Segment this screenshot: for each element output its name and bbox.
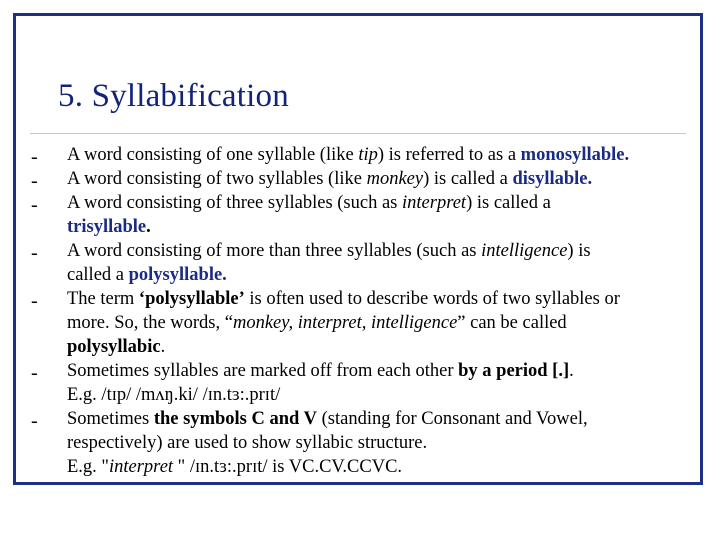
text: (standing for Consonant and Vowel, <box>316 409 588 429</box>
body-line <box>67 191 551 215</box>
text: ) is called a <box>466 193 551 213</box>
example-word: monkey, interpret, intelligence <box>232 313 458 333</box>
text: respectively) are used to show syllabic structure. <box>67 433 428 453</box>
body-line <box>67 383 280 407</box>
transcription: E.g. /tɪp/ /mʌŋ.ki/ /ɪn.tɜ:.prɪt/ <box>67 385 281 405</box>
term: the symbols C and V <box>153 409 317 429</box>
body-line <box>67 431 427 455</box>
title-divider <box>30 133 686 134</box>
body-line <box>67 455 402 479</box>
bullet-dash: - <box>31 410 38 432</box>
body-line <box>67 335 165 359</box>
term: disyllable. <box>512 169 593 189</box>
example-word: tip <box>358 145 378 165</box>
body-line <box>67 287 620 311</box>
body-line <box>67 263 227 287</box>
text: ) is <box>567 241 591 261</box>
text: more. So, the words, “ <box>67 313 233 333</box>
bullet-dash: - <box>31 170 38 192</box>
text: Sometimes <box>67 409 154 429</box>
text: ) is called a <box>423 169 513 189</box>
text: . <box>569 361 574 381</box>
body-line <box>67 359 574 383</box>
term: by a period [.] <box>458 361 570 381</box>
text: E.g. " <box>67 457 109 477</box>
text: A word consisting of more than three syllables (such as <box>67 241 482 261</box>
text: A word consisting of three syllables (such as <box>67 193 402 213</box>
bullet-dash: - <box>31 146 38 168</box>
term: trisyllable <box>67 217 147 237</box>
example-word: interpret <box>402 193 467 213</box>
term: polysyllabic <box>67 337 161 357</box>
example-word: interpret <box>108 457 174 477</box>
bullet-dash: - <box>31 242 38 264</box>
bullet-dash: - <box>31 290 38 312</box>
slide-title: 5. Syllabification <box>58 78 289 114</box>
text: A word consisting of two syllables (like <box>67 169 367 189</box>
example-word: monkey <box>366 169 424 189</box>
body-line <box>67 143 629 167</box>
bullet-dash: - <box>31 194 38 216</box>
body-line <box>67 239 591 263</box>
body-line <box>67 311 567 335</box>
text: . <box>160 337 166 357</box>
bullet-dash: - <box>31 362 38 384</box>
term: ‘polysyllable’ <box>138 289 245 309</box>
body-line <box>67 407 588 431</box>
text: . <box>146 217 151 237</box>
term: polysyllable. <box>128 265 227 285</box>
body-line <box>67 215 151 239</box>
text: called a <box>67 265 129 285</box>
example-word: intelligence <box>481 241 568 261</box>
text: Sometimes syllables are marked off from each other <box>67 361 459 381</box>
body-line <box>67 167 592 191</box>
text: The term <box>67 289 139 309</box>
text: A word consisting of one syllable (like <box>67 145 359 165</box>
transcription: " /ɪn.tɜ:.prɪt/ is VC.CV.CCVC. <box>173 457 403 477</box>
text: ) is referred to as a <box>377 145 521 165</box>
term: monosyllable. <box>520 145 630 165</box>
text: ” can be called <box>457 313 567 333</box>
text: is often used to describe words of two syllables or <box>244 289 620 309</box>
